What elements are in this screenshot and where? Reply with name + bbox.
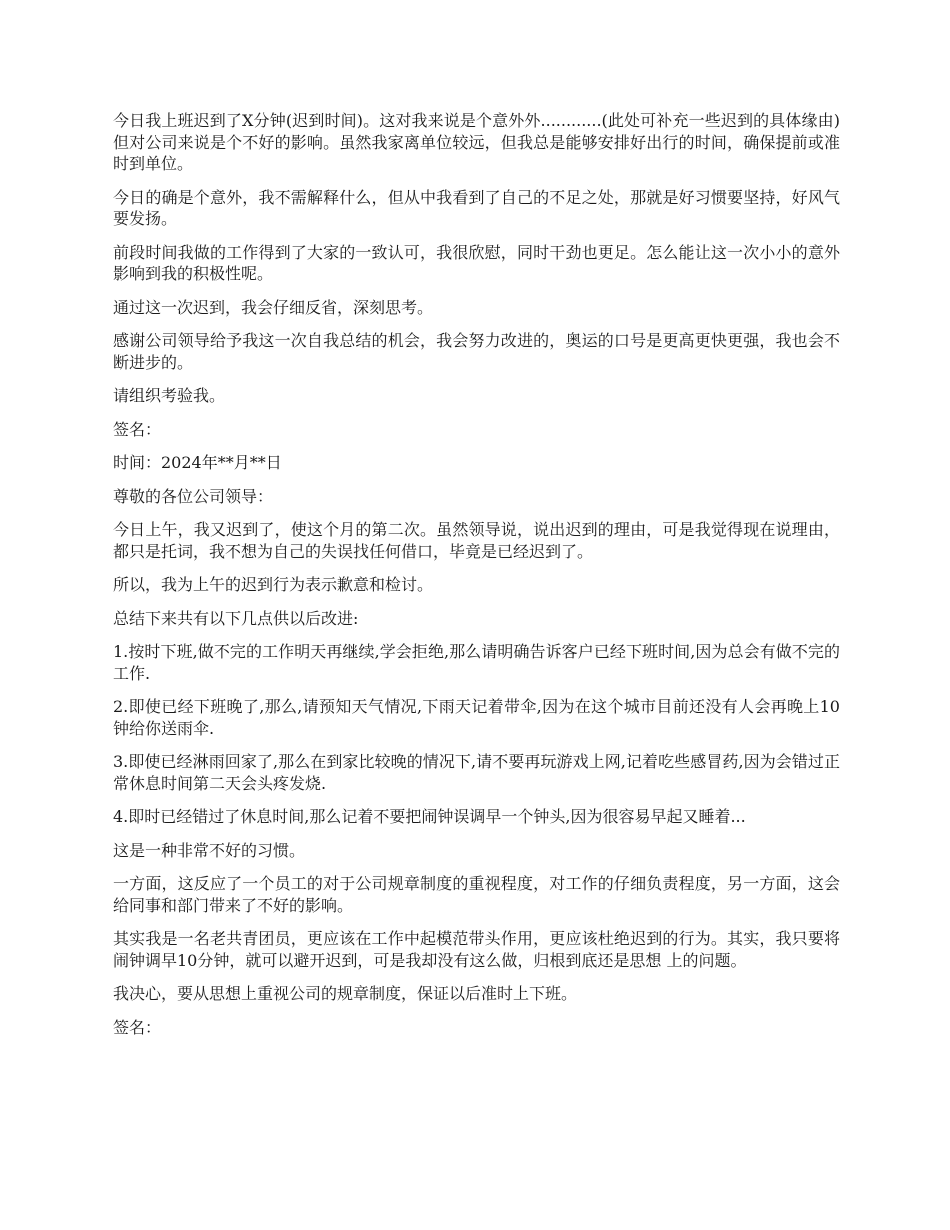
paragraph-recognition: 前段时间我做的工作得到了大家的一致认可，我很欣慰，同时干劲也更足。怎么能让这一次小小的意外影响到我的积极性呢。: [113, 242, 840, 283]
list-item-4: 4.即时已经错过了休息时间,那么记着不要把闹钟误调早一个钟头,因为很容易早起又睡着...: [113, 807, 746, 826]
date-line: 时间：2024年**月**日: [113, 453, 282, 472]
paragraph-impact: 一方面，这反应了一个员工的对于公司规章制度的重视程度，对工作的仔细负责程度，另一方面，这会给同事和部门带来了不好的影响。: [113, 874, 840, 915]
paragraph-thanks: 感谢公司领导给予我这一次自我总结的机会，我会努力改进的，奥运的口号是更高更快更强，我也会不断进步的。: [113, 331, 840, 372]
paragraph-reflect: 通过这一次迟到，我会仔细反省，深刻思考。: [113, 297, 434, 317]
paragraph-test-me: 请组织考验我。: [113, 386, 226, 405]
document-page: [113, 110, 840, 1050]
paragraph-intro-lateness: 今日我上班迟到了X分钟(迟到时间)。这对我来说是个意外外............(此处可补充一些迟到的具体缘由)但对公司来说是个不好的影响。虽然我家离单位较远，但我总是能够安排好出行的时间，确保提前或准时到单位。: [113, 111, 840, 173]
signature-label-1: 签名：: [113, 419, 162, 439]
paragraph-resolution: 我决心，要从思想上重视公司的规章制度，保证以后准时上下班。: [113, 984, 578, 1003]
paragraph-second-lateness: 今日上午，我又迟到了，使这个月的第二次。虽然领导说，说出迟到的理由，可是我觉得现在说理由，都只是托词，我不想为自己的失误找任何借口，毕竟是已经迟到了。: [113, 520, 840, 561]
paragraph-apology: 所以，我为上午的迟到行为表示歉意和检讨。: [113, 575, 434, 594]
salutation: 尊敬的各位公司领导：: [113, 486, 274, 506]
paragraph-league-member: 其实我是一名老共青团员，更应该在工作中起模范带头作用，更应该杜绝迟到的行为。其实，我只要将闹钟调早10分钟，就可以避开迟到，可是我却没有这么做，归根到底还是思想 上的问题。: [113, 929, 840, 970]
list-item-3: 3.即使已经淋雨回家了,那么在到家比较晚的情况下,请不要再玩游戏上网,记着吃些感冒药,因为会错过正常休息时间第二天会头疼发烧.: [113, 752, 840, 793]
paragraph-bad-habit: 这是一种非常不好的习惯。: [113, 840, 306, 860]
paragraph-summary-intro: 总结下来共有以下几点供以后改进:: [113, 608, 359, 628]
list-item-1: 1.按时下班,做不完的工作明天再继续,学会拒绝,那么请明确告诉客户已经下班时间,因为总会有做不完的工作.: [113, 642, 840, 683]
signature-label-2: 签名：: [113, 1017, 162, 1037]
paragraph-accident-reflection: 今日的确是个意外，我不需解释什么，但从中我看到了自己的不足之处，那就是好习惯要坚持，好风气要发扬。: [113, 187, 840, 228]
list-item-2: 2.即使已经下班晚了,那么,请预知天气情况,下雨天记着带伞,因为在这个城市目前还没有人会再晚上10钟给你送雨伞.: [113, 697, 840, 738]
